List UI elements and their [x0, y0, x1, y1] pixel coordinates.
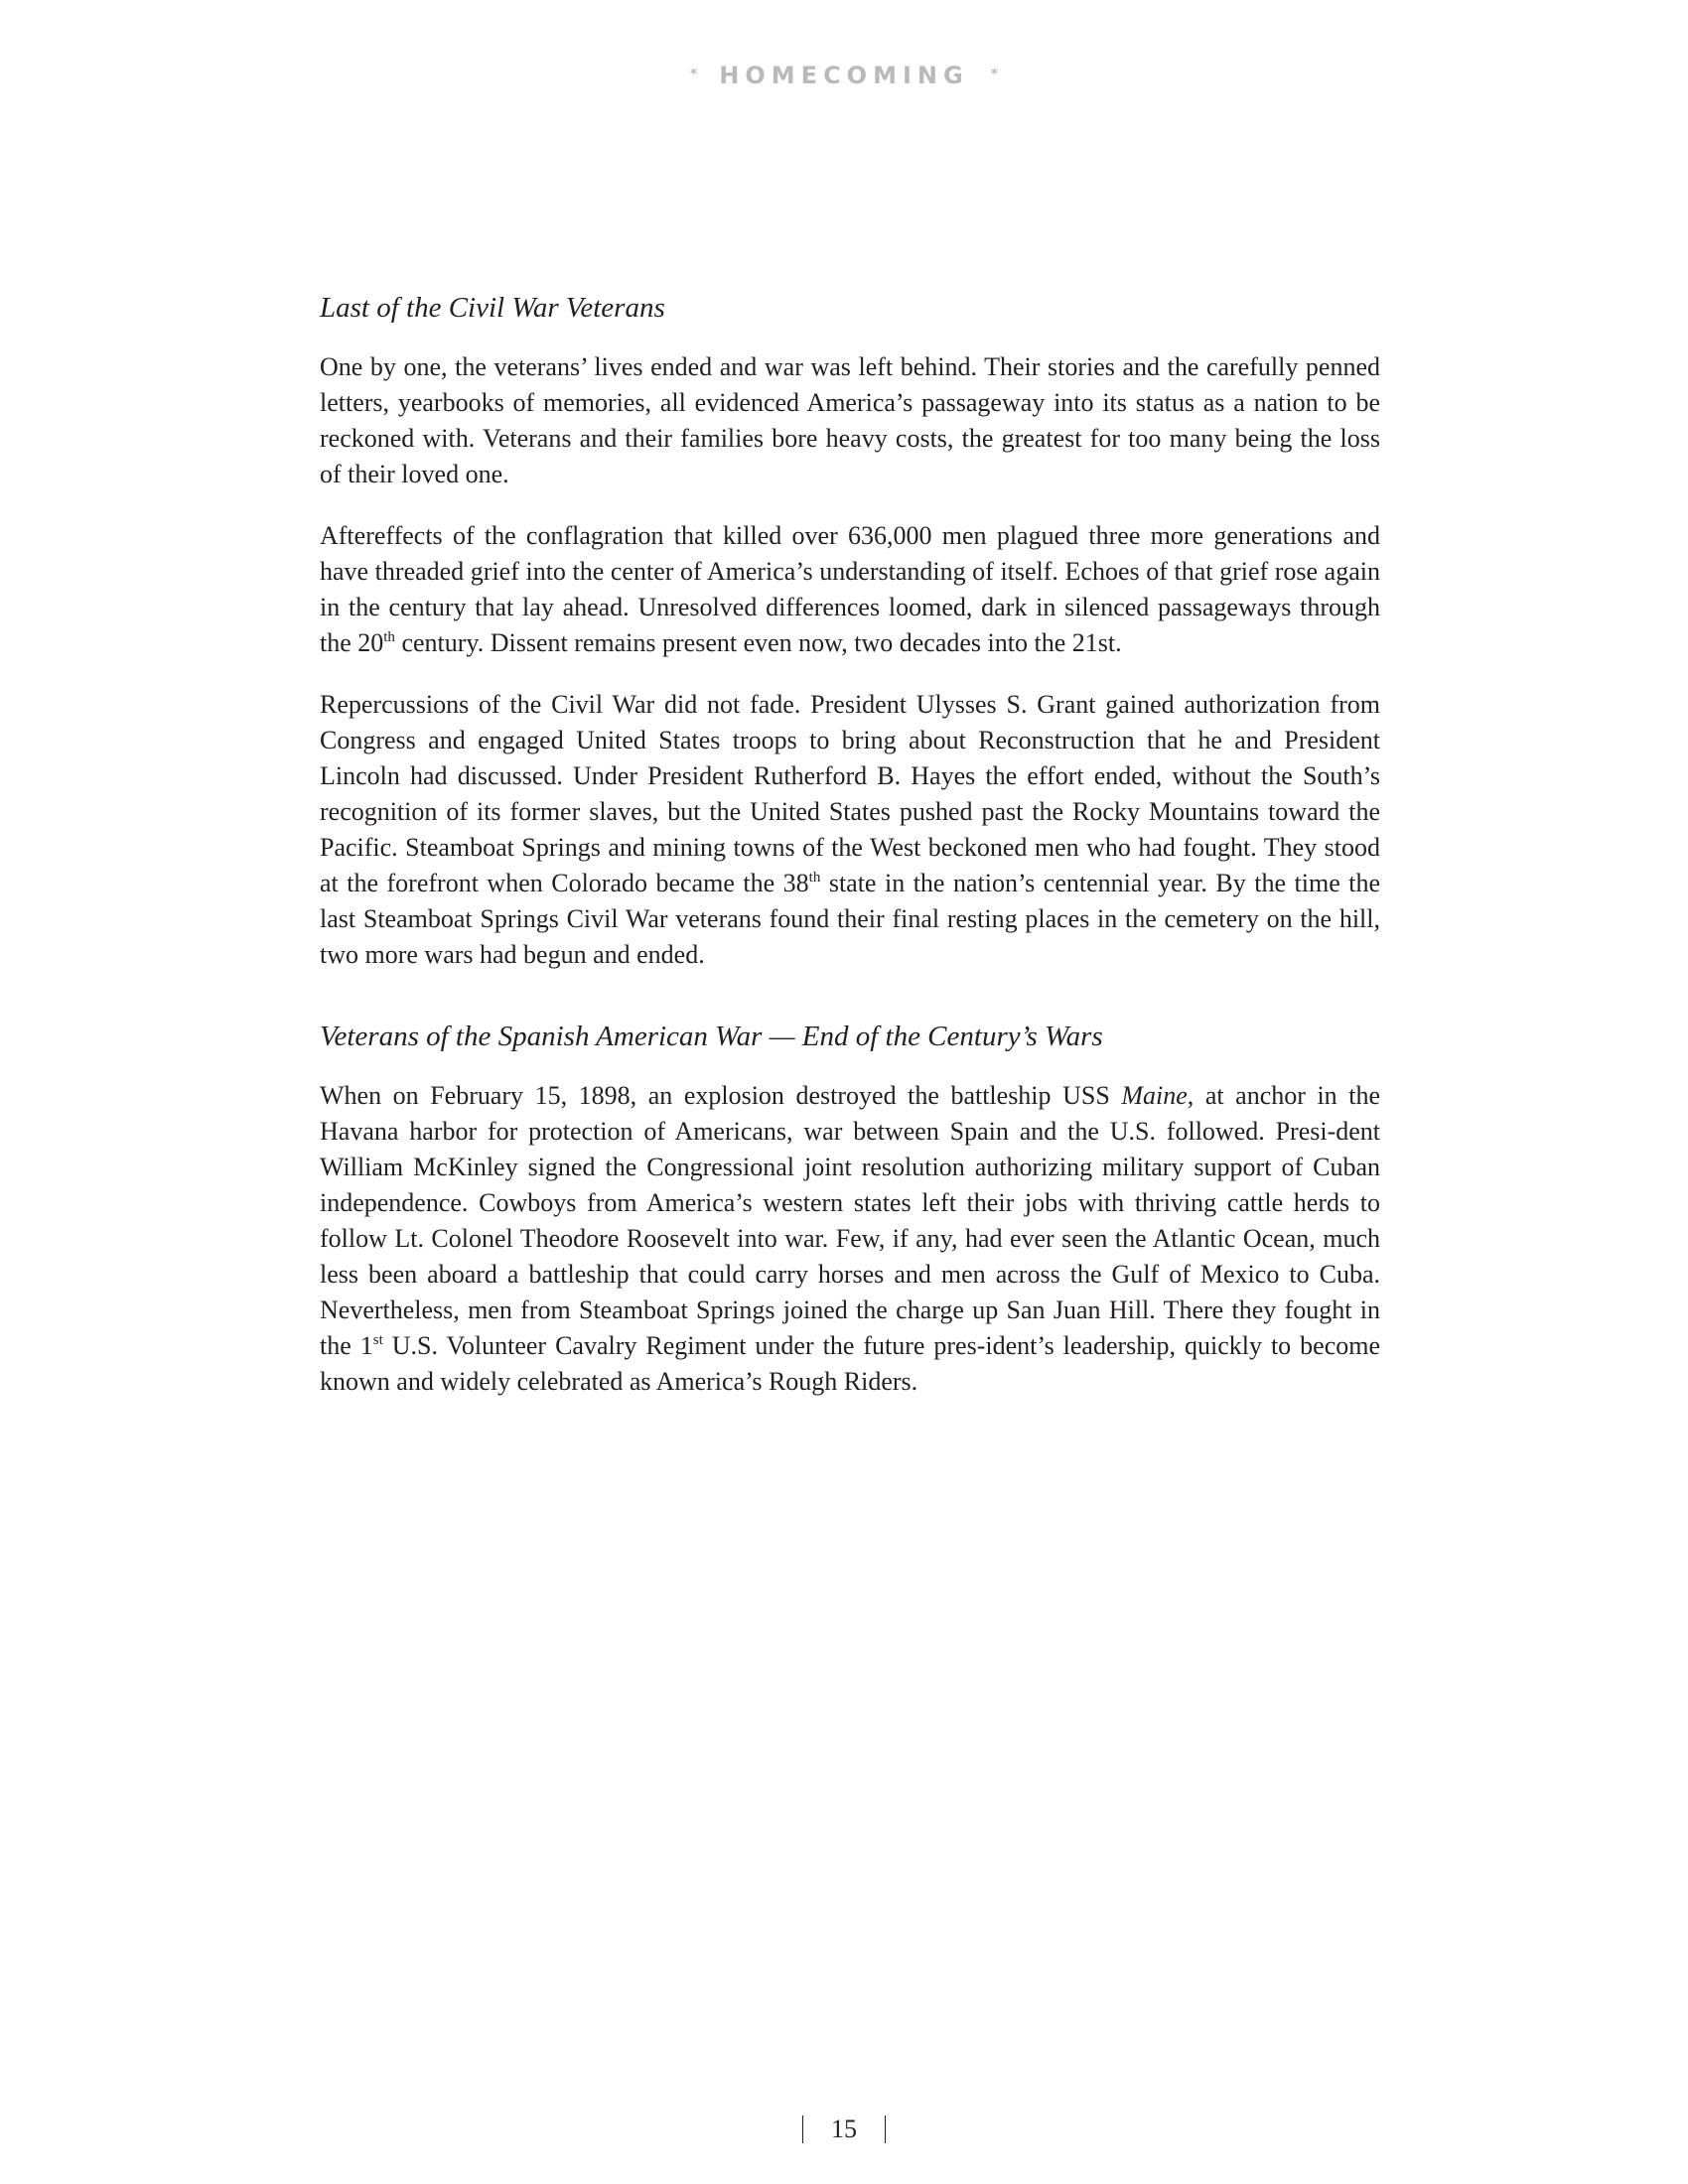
paragraph — [320, 518, 1380, 661]
section-heading-civil-war: Last of the Civil War Veterans — [320, 292, 665, 324]
folio-divider-right — [885, 2116, 886, 2143]
paragraph-text: state in the nation’s centennial year. By the time the last Steamboat Springs Civil War veterans found their final resting places in the cemetery on the hill, two more wars had begun and ended. — [320, 869, 1380, 969]
main-content — [320, 290, 1380, 1426]
paragraph — [320, 1078, 1380, 1400]
ship-name: Maine — [1121, 1081, 1188, 1110]
ordinal-superscript: st — [372, 1332, 383, 1348]
paragraph — [320, 349, 1380, 492]
paragraph-text: U.S. Volunteer Cavalry Regiment under the future pres-ident’s leadership, quickly to become known and widely celebrated as America’s Rough Riders. — [320, 1331, 1380, 1396]
paragraph-text: Repercussions of the Civil War did not fade. President Ulysses S. Grant gained authorization from Congress and engaged United States troops to bring about Reconstruction that he and President Lincoln had discussed. Under President Rutherford B. Hayes the effort ended, without the South’s recognition of its former slaves, but the United States pushed past the Rocky Mountains toward the Pacific. Steamboat Springs and mining towns of the West beckoned men who had fought. They stood at the forefront when Colorado became the 38 — [320, 690, 1380, 897]
ordinal-superscript: th — [808, 870, 821, 886]
folio-divider-left — [802, 2116, 803, 2143]
paragraph — [320, 687, 1380, 973]
star-ornament-right-icon: * — [990, 67, 999, 82]
paragraph-text: century. Dissent remains present even now, two decades into the 21st. — [394, 628, 1122, 657]
ordinal-superscript: th — [383, 629, 395, 645]
running-head — [0, 62, 1688, 89]
paragraph-text: When on February 15, 1898, an explosion destroyed the battleship USS — [320, 1081, 1122, 1110]
running-head-title: HOMECOMING — [719, 62, 969, 89]
page-number: 15 — [831, 2115, 857, 2143]
paragraph-text: Aftereffects of the conflagration that killed over 636,000 men plagued three more generations and have threaded grief into the center of America’s understanding of itself. Echoes of that grief rose again in the century that lay ahead. Unresolved differences loomed, dark in silenced passageways through the 20 — [320, 521, 1380, 657]
paragraph-text: One by one, the veterans’ lives ended and war was left behind. Their stories and the carefully penned letters, yearbooks of memories, all evidenced America’s passageway into its status as a nation to be reckoned with. Veterans and their families bore heavy costs, the greatest for too many being the loss of their loved one. — [320, 352, 1380, 488]
page-folio — [0, 2115, 1688, 2145]
paragraph-text: , at anchor in the Havana harbor for protection of Americans, war between Spain and the U.S. followed. Presi-dent William McKinley signed the Congressional joint resolution authorizing military support of Cuban independence. Cowboys from America’s western states left their jobs with thriving cattle herds to follow Lt. Colonel Theodore Roosevelt into war. Few, if any, had ever seen the Atlantic Ocean, much less been aboard a battleship that could carry horses and men across the Gulf of Mexico to Cuba. Nevertheless, men from Steamboat Springs joined the charge up San Juan Hill. There they fought in the 1 — [320, 1081, 1380, 1360]
star-ornament-left-icon: * — [689, 67, 698, 82]
section-heading-spanish-american-war: Veterans of the Spanish American War — End of the Century’s Wars — [320, 1021, 1103, 1052]
